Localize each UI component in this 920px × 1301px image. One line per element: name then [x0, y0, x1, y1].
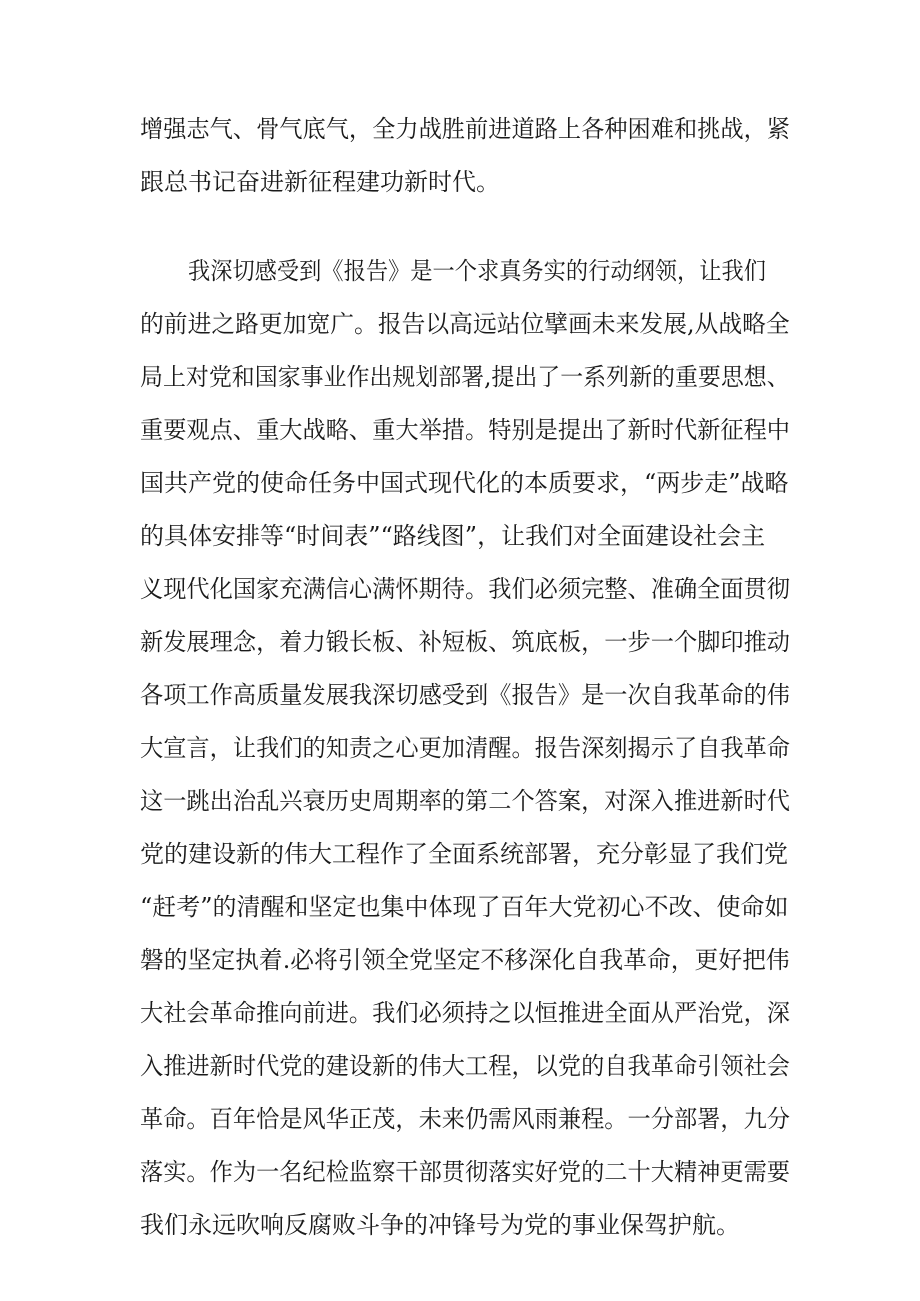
paragraph-2-line-18: 落实。作为一名纪检监察干部贯彻落实好党的二十大精神更需要 [140, 1158, 791, 1186]
paragraph-2-line-4: 重要观点、重大战略、重大举措。特别是提出了新时代新征程中 [140, 416, 791, 444]
paragraph-2-line-16: 入推进新时代党的建设新的伟大工程，以党的自我革命引领社会 [140, 1052, 791, 1080]
paragraph-1-line-1: 增强志气、骨气底气，全力战胜前进道路上各种困难和挑战，紧 [140, 115, 791, 143]
paragraph-2-line-15: 大社会革命推向前进。我们必须持之以恒推进全面从严治党，深 [140, 999, 791, 1027]
paragraph-2-line-13: “赶考”的清醒和坚定也集中体现了百年大党初心不改、使命如 [140, 893, 789, 921]
paragraph-2-line-1: 我深切感受到《报告》是一个求真务实的行动纲领，让我们 [188, 257, 766, 285]
paragraph-2-line-11: 这一跳出治乱兴衰历史周期率的第二个答案，对深入推进新时代 [140, 787, 791, 815]
paragraph-2-line-10: 大宣言，让我们的知责之心更加清醒。报告深刻揭示了自我革命 [140, 734, 791, 762]
paragraph-2-line-8: 新发展理念，着力锻长板、补短板、筑底板，一步一个脚印推动 [140, 628, 791, 656]
paragraph-2-line-19: 我们永远吹响反腐败斗争的冲锋号为党的事业保驾护航。 [140, 1211, 740, 1239]
paragraph-2-line-6: 的具体安排等“时间表”“路线图”，让我们对全面建设社会主 [140, 522, 766, 550]
paragraph-2-line-14: 磐的坚定执着.必将引领全党坚定不移深化自我革命，更好把伟 [140, 946, 790, 974]
paragraph-1-line-2: 跟总书记奋进新征程建功新时代。 [140, 168, 500, 196]
paragraph-2-line-3: 局上对党和国家事业作出规划部署,提出了一系列新的重要思想、 [140, 363, 790, 391]
paragraph-2-line-5: 国共产党的使命任务中国式现代化的本质要求，“两步走”战略 [140, 469, 789, 497]
paragraph-2-line-9: 各项工作高质量发展我深切感受到《报告》是一次自我革命的伟 [140, 681, 791, 709]
paragraph-2-line-17: 革命。百年恰是风华正茂，未来仍需风雨兼程。一分部署，九分 [140, 1105, 791, 1133]
paragraph-2-line-2: 的前进之路更加宽广。报告以高远站位擘画未来发展,从战略全 [140, 310, 790, 338]
paragraph-2-line-12: 党的建设新的伟大工程作了全面系统部署，充分彰显了我们党 [140, 840, 788, 868]
paragraph-2-line-7: 义现代化国家充满信心满怀期待。我们必须完整、准确全面贯彻 [140, 575, 791, 603]
